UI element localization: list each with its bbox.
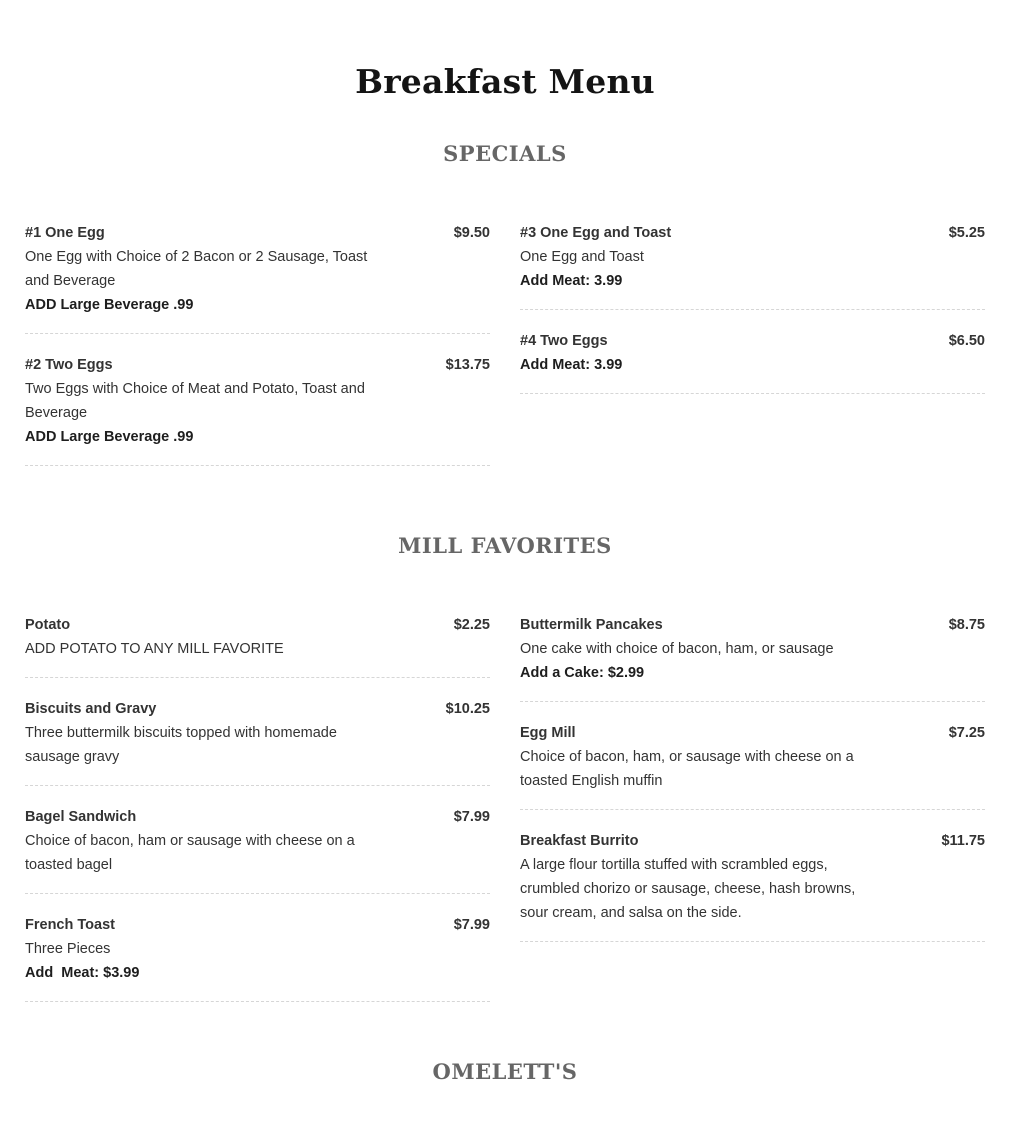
specials-left-column [25,221,490,485]
item-description: One Egg and Toast [520,249,644,265]
item-description: Choice of bacon, ham or sausage with cheese on a toasted bagel [25,833,355,873]
item-name: Biscuits and Gravy [25,701,157,717]
section-heading-omeletts: OMELETT'S [432,1059,578,1084]
item-price: $8.75 [948,617,985,633]
item-price: $2.25 [453,617,490,633]
mill-favorites-left-column [25,613,490,1021]
item-description: One Egg with Choice of 2 Bacon or 2 Sausage, Toast and Beverage [25,249,368,289]
menu-item [520,329,985,394]
item-addon: Add a Cake: $2.99 [520,665,645,681]
item-price: $5.25 [948,225,985,241]
menu-item [520,721,985,810]
menu-item [520,221,985,310]
item-price: $6.50 [948,333,985,349]
section-heading-specials: SPECIALS [443,141,567,166]
item-price: $9.50 [453,225,490,241]
item-price: $7.99 [453,809,490,825]
item-addon: Add Meat: $3.99 [25,965,140,981]
menu-item [25,697,490,786]
item-description: ADD POTATO TO ANY MILL FAVORITE [25,641,284,657]
mill-favorites-right-column [520,613,985,961]
menu-item [25,353,490,466]
item-price: $7.99 [453,917,490,933]
item-name: #4 Two Eggs [520,333,608,349]
item-addon: ADD Large Beverage .99 [25,429,194,445]
item-description: A large flour tortilla stuffed with scrambled eggs, crumbled chorizo or sausage, cheese, hash browns, sour cream, and salsa on the side. [520,857,856,921]
section-heading-mill-favorites: MILL FAVORITES [398,533,612,558]
item-name: #2 Two Eggs [25,357,113,373]
item-name: Bagel Sandwich [25,809,137,825]
item-addon: Add Meat: 3.99 [520,357,623,373]
item-description: Three Pieces [25,941,111,957]
item-description: Three buttermilk biscuits topped with homemade sausage gravy [25,725,337,765]
item-name: Breakfast Burrito [520,833,639,849]
item-price: $11.75 [941,833,985,849]
item-addon: ADD Large Beverage .99 [25,297,194,313]
menu-item [25,805,490,894]
item-name: #1 One Egg [25,225,105,241]
item-price: $13.75 [445,357,490,373]
item-description: Choice of bacon, ham, or sausage with cheese on a toasted English muffin [520,749,854,789]
item-addon: Add Meat: 3.99 [520,273,623,289]
item-description: Two Eggs with Choice of Meat and Potato, Toast and Beverage [25,381,365,421]
specials-right-column [520,221,985,413]
menu-item [520,829,985,942]
item-name: Buttermilk Pancakes [520,617,663,633]
menu-item [25,221,490,334]
item-price: $10.25 [445,701,490,717]
item-name: Egg Mill [520,725,576,741]
item-name: French Toast [25,917,115,933]
menu-item [25,913,490,1002]
item-description: One cake with choice of bacon, ham, or sausage [520,641,834,657]
menu-item [520,613,985,702]
item-name: Potato [25,617,71,633]
page-title: Breakfast Menu [355,62,655,101]
menu-item [25,613,490,678]
item-price: $7.25 [948,725,985,741]
item-name: #3 One Egg and Toast [520,225,672,241]
